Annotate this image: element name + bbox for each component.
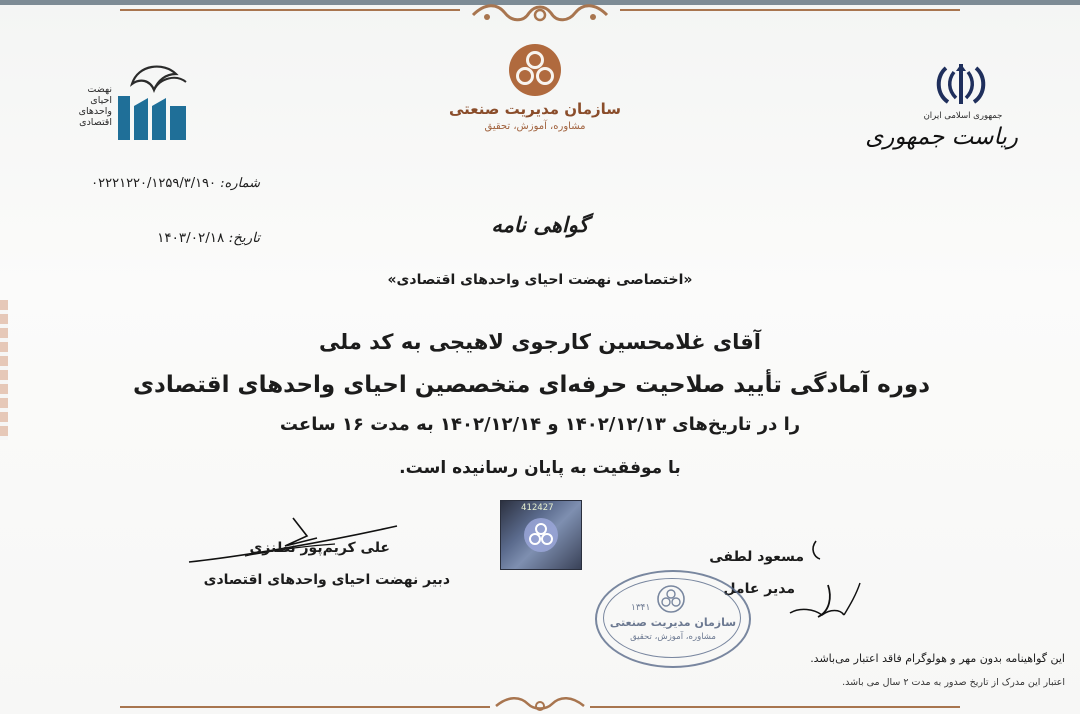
left-signatory-name: علی کریم‌پور نطنزی bbox=[249, 540, 390, 556]
number-value: ۰۲۲۲۱۲۲۰/۱۲۵۹/۳/۱۹۰ bbox=[91, 176, 217, 191]
bottom-border-line-left bbox=[120, 706, 490, 708]
bottom-ornament-icon bbox=[490, 694, 590, 714]
emblem-title: ریاست جمهوری bbox=[865, 124, 1018, 150]
right-signatory-title: مدیر عامل bbox=[723, 581, 795, 597]
right-signature-icon bbox=[770, 535, 865, 625]
side-edge-fragment bbox=[0, 300, 8, 440]
date-label: تاریخ: bbox=[228, 230, 260, 246]
body-line-dates: را در تاریخ‌های ۱۴۰۲/۱۲/۱۳ و ۱۴۰۲/۱۲/۱۴ به مدت ۱۶ ساعت bbox=[279, 414, 801, 435]
left-signatory-title: دبیر نهضت احیای واحدهای اقتصادی bbox=[203, 572, 450, 588]
left-logo-text bbox=[62, 84, 112, 128]
hologram-number: 412427 bbox=[521, 503, 554, 513]
hologram bbox=[500, 500, 582, 570]
left-logo-line: واحدهای bbox=[78, 106, 112, 117]
date-row bbox=[130, 230, 260, 246]
left-logo-line: نهضت bbox=[87, 84, 112, 95]
body-line-recipient: آقای غلامحسین کارجوی لاهیجی به کد ملی bbox=[319, 330, 761, 354]
body-line-course: دوره آمادگی تأیید صلاحیت حرفه‌ای متخصصین احیای واحدهای اقتصادی bbox=[132, 372, 930, 398]
bottom-border-line-right bbox=[590, 706, 960, 708]
iran-emblem-icon bbox=[934, 62, 988, 108]
top-ornament-icon bbox=[465, 1, 615, 29]
top-border-line-right bbox=[620, 9, 960, 11]
imi-logo-title: سازمان مدیریت صنعتی bbox=[449, 100, 621, 118]
stamp-logo-icon bbox=[655, 584, 687, 614]
footer-note-expiry: اعتبار این مدرک از تاریخ صدور به مدت ۲ سال می باشد. bbox=[842, 677, 1065, 688]
number-row bbox=[70, 176, 260, 191]
footer-note-validity: این گواهینامه بدون مهر و هولوگرام فاقد اعتبار می‌باشد. bbox=[810, 652, 1065, 665]
top-border-line-left bbox=[120, 9, 460, 11]
right-signatory-name: مسعود لطفی bbox=[709, 549, 804, 565]
number-label: شماره: bbox=[220, 176, 260, 191]
left-logo-line: احیای bbox=[90, 95, 112, 106]
imi-logo-icon bbox=[503, 40, 567, 100]
certificate-title: گواهی نامه bbox=[491, 212, 589, 237]
body-line-completion: با موفقیت به پایان رسانیده است. bbox=[399, 458, 681, 478]
hologram-logo-icon bbox=[521, 515, 561, 555]
left-logo-line: اقتصادی bbox=[79, 117, 112, 128]
stamp-subtitle: مشاوره، آموزش، تحقیق bbox=[630, 632, 716, 642]
imi-logo-subtitle: مشاوره، آموزش، تحقیق bbox=[484, 121, 586, 132]
stamp-year: ۱۳۴۱ bbox=[631, 603, 651, 613]
stamp-title: سازمان مدیریت صنعتی bbox=[609, 616, 737, 629]
official-stamp bbox=[595, 570, 751, 668]
factory-logo-icon bbox=[114, 60, 190, 142]
date-value: ۱۴۰۳/۰۲/۱۸ bbox=[157, 230, 225, 246]
emblem-small-text: جمهوری اسلامی ایران bbox=[923, 111, 1003, 121]
program-name: «اختصاصی نهضت احیای واحدهای اقتصادی» bbox=[387, 272, 693, 288]
